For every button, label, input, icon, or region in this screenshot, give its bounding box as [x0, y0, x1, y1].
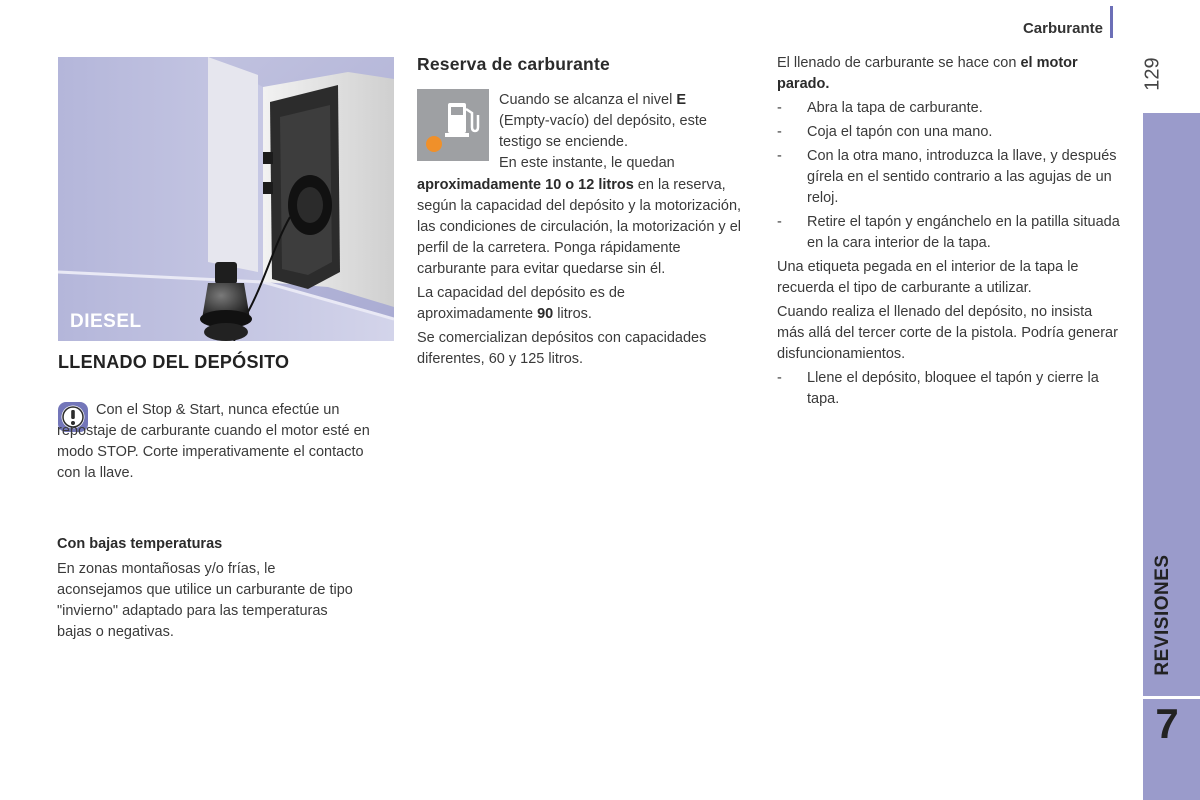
refuelling-instructions: [777, 53, 1122, 410]
refuel-steps-list: [777, 98, 1122, 254]
chapter-tab-label: [1143, 540, 1183, 690]
section-title: Carburante: [1022, 20, 1103, 37]
fuel-filler-illustration: [58, 57, 394, 341]
tank-options-paragraph: Se comercializan depósitos con capacidades diferentes, 60 y 125 litros.: [417, 330, 707, 367]
chapter-tab-text: REVISIONES: [1152, 554, 1173, 676]
tank-capacity-value: 90: [537, 306, 554, 322]
list-item: - Llene el depósito, bloquee el tapón y cierre la tapa.: [777, 370, 1099, 407]
final-step-list: [777, 368, 1122, 410]
empty-level-letter: E: [676, 92, 687, 108]
reserve-text-part: Cuando se alcanza el nivel: [499, 92, 677, 108]
refuel-intro: [777, 53, 1122, 95]
list-item: - Coja el tapón con una mano.: [777, 124, 993, 140]
section-heading: LLENADO DEL DEPÓSITO: [58, 352, 290, 372]
cold-weather-heading: Con bajas temperaturas: [57, 536, 223, 552]
fuel-pump-icon: [417, 89, 489, 161]
refuel-intro-text: El llenado de carburante se hace con: [777, 55, 1021, 71]
list-item-text: Retire el tapón y engánchelo en la patilla situada en la cara interior de la tapa.: [807, 214, 1120, 251]
page-number: [1138, 52, 1168, 96]
engine-stopped-emphasis: el motor parado.: [777, 55, 1078, 92]
list-item-text: Abra la tapa de carburante.: [807, 100, 983, 116]
chapter-number: 7: [1155, 700, 1179, 747]
header-rule: [1110, 6, 1113, 38]
list-item: - Con la otra mano, introduzca la llave, y después gírela en el sentido contrario a las agujas de un reloj.: [777, 148, 1117, 206]
fuel-reserve-heading: Reserva de carburante: [417, 54, 610, 74]
reserve-amount: aproximadamente 10 o 12 litros: [417, 177, 634, 193]
reserve-amount-paragraph: [417, 175, 742, 280]
list-item: - Retire el tapón y engánchelo en la patilla situada en la cara interior de la tapa.: [777, 214, 1120, 251]
stop-start-warning: [57, 400, 372, 484]
diesel-label: DIESEL: [70, 311, 142, 332]
list-item-text: Llene el depósito, bloquee el tapón y cierre la tapa.: [807, 370, 1099, 407]
reserve-text-part: En este instante, le quedan: [499, 155, 675, 171]
stop-start-warning-text: Con el Stop & Start, nunca efectúe un repostaje de carburante cuando el motor esté en modo STOP. Corte imperativamente el contacto con la llave.: [57, 402, 370, 481]
fuel-label-note: Una etiqueta pegada en el interior de la tapa le recuerda el tipo de carburante a utilizar.: [777, 259, 1079, 296]
side-tab-divider: [1143, 696, 1200, 699]
list-item-text: Coja el tapón con una mano.: [807, 124, 993, 140]
nozzle-cutoff-note: Cuando realiza el llenado del depósito, no insista más allá del tercer corte de la pistola. Podría generar disfuncionamientos.: [777, 304, 1118, 362]
fuel-filler-drawing: [58, 57, 394, 341]
list-item: - Abra la tapa de carburante.: [777, 100, 983, 116]
reserve-amount-rest: en la reserva, según la capacidad del depósito y la motorización, las condiciones de circulación, la motorización y el perfil de la carretera. Ponga rápidamente carburante para evitar quedarse sin él.: [417, 177, 742, 277]
reserve-details: [417, 175, 742, 370]
page-number-text: 129: [1141, 57, 1164, 91]
reserve-text-part: (Empty-vacío) del depósito, este testigo se enciende.: [499, 113, 707, 150]
tank-capacity-paragraph: [417, 283, 742, 325]
reserve-level-text: [499, 90, 739, 174]
tank-capacity-unit: litros.: [553, 306, 592, 322]
list-item-text: Con la otra mano, introduzca la llave, y después gírela en el sentido contrario a las agujas de un reloj.: [807, 148, 1117, 206]
cold-weather-text: En zonas montañosas y/o frías, le aconsejamos que utilice un carburante de tipo "invierno" adaptado para las temperaturas bajas o negativas.: [57, 561, 353, 640]
tank-capacity-text: La capacidad del depósito es de aproximadamente: [417, 285, 625, 322]
